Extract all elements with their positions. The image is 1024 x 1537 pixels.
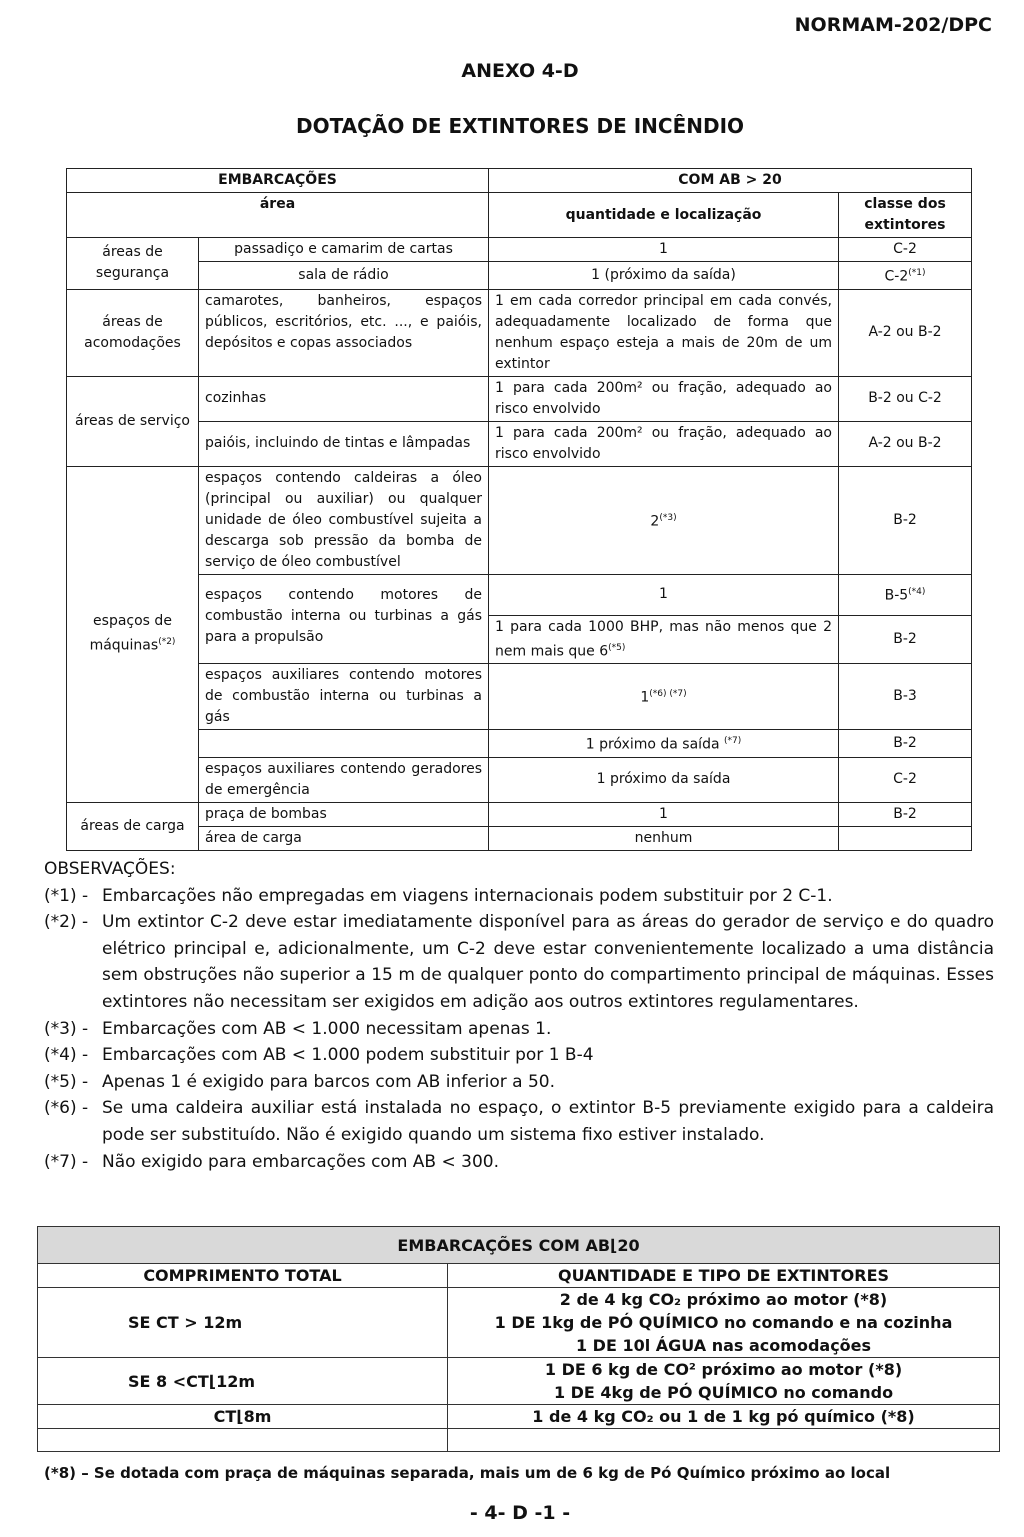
table-cell-location: espaços auxiliares contendo geradores de emergência [199, 757, 489, 802]
table-cell-empty [448, 1429, 1000, 1452]
extinguisher-line: 1 DE 1kg de PÓ QUÍMICO no comando e na cozinha [494, 1313, 953, 1332]
footnote-ref: (*2) [158, 637, 176, 648]
observation-text: Embarcações não empregadas em viagens internacionais podem substituir por 2 C-1. [102, 885, 833, 906]
quantity-value: 1 próximo da saída [585, 736, 720, 753]
page-title: DOTAÇÃO DE EXTINTORES DE INCÊNDIO [295, 114, 745, 138]
header-area: área [67, 193, 489, 238]
footnote-ref: (*7) [724, 736, 742, 747]
table-cell-class: B-2 [839, 802, 972, 826]
observation-text: Não exigido para embarcações com AB < 300. [102, 1151, 499, 1172]
observation-key: (*3) - [44, 1018, 89, 1039]
quantity-value: 2 [650, 513, 660, 530]
table-cell-location: espaços auxiliares contendo motores de combustão interna ou turbinas a gás [199, 664, 489, 730]
observation-item [44, 1149, 994, 1176]
table-cell-class: B-2 [839, 466, 972, 574]
table-cell-length: SE 8 <CT⌊12m [38, 1358, 448, 1405]
table-cell-class: C-2 [839, 238, 972, 262]
group-seguranca: áreas de segurança [67, 238, 199, 290]
table-cell-location: camarotes, banheiros, espaços públicos, escritórios, etc. ..., e paióis, depósitos e copas associados [199, 289, 489, 376]
table-cell-location: praça de bombas [199, 802, 489, 826]
footnote-ref: (*4) [908, 587, 926, 598]
observation-item [44, 1042, 994, 1069]
observation-item [44, 1016, 994, 1043]
table-cell-class [839, 826, 972, 850]
header-quantity: quantidade e localização [489, 193, 839, 238]
table-cell-quantity: 1 para cada 200m² ou fração, adequado ao risco envolvido [489, 376, 839, 421]
extinguisher-line: 1 DE 6 kg de CO² próximo ao motor (*8) [544, 1360, 903, 1379]
table2-title: EMBARCAÇÕES COM AB⌊20 [38, 1227, 1000, 1264]
observation-text: Embarcações com AB < 1.000 necessitam apenas 1. [102, 1018, 552, 1039]
observation-item [44, 909, 994, 1015]
table-cell-location: espaços contendo caldeiras a óleo (principal ou auxiliar) ou qualquer unidade de óleo combustível sujeita a descarga sob pressão da bomba de serviço de óleo combustível [199, 466, 489, 574]
class-value: B-5 [884, 587, 909, 604]
quantity-value: 1 [640, 690, 650, 707]
table-cell-location [199, 730, 489, 758]
table-cell-class [839, 574, 972, 615]
quantity-value: 1 para cada 1000 BHP, mas não menos que 2 nem mais que 6 [495, 618, 832, 660]
footnote-ref: (*3) [659, 512, 677, 523]
table-cell-location: passadiço e camarim de cartas [199, 238, 489, 262]
table-cell-class: A-2 ou B-2 [839, 289, 972, 376]
table-cell-empty [38, 1429, 448, 1452]
observation-item [44, 1095, 994, 1148]
table-cell-quantity: 1 [489, 238, 839, 262]
table-cell-location: sala de rádio [199, 262, 489, 290]
footnote-ref: (*5) [608, 642, 626, 653]
observation-key: (*7) - [44, 1151, 89, 1172]
footnote-8: (*8) – Se dotada com praça de máquinas separada, mais um de 6 kg de Pó Químico próximo ao local [44, 1464, 891, 1482]
table-cell-class: B-2 [839, 730, 972, 758]
table-cell-quantity [489, 615, 839, 664]
header-class: classe dos extintores [839, 193, 972, 238]
table-cell-length: CT⌊8m [38, 1405, 448, 1429]
observations-title: OBSERVAÇÕES: [44, 859, 176, 879]
table-cell-quantity: 1 próximo da saída [489, 757, 839, 802]
observation-text: Apenas 1 é exigido para barcos com AB inferior a 50. [102, 1071, 556, 1092]
extinguisher-line: 1 DE 4kg de PÓ QUÍMICO no comando [553, 1383, 894, 1402]
table-cell-class [839, 262, 972, 290]
observation-key: (*6) - [44, 1098, 89, 1119]
table-cell-class: B-3 [839, 664, 972, 730]
group-servico: áreas de serviço [67, 376, 199, 466]
page-number: - 4- D -1 - [469, 1502, 571, 1524]
table-cell-class: B-2 ou C-2 [839, 376, 972, 421]
table-cell-extinguishers: 1 de 4 kg CO₂ ou 1 de 1 kg pó químico (*8) [448, 1405, 1000, 1429]
table-cell-extinguishers [448, 1358, 1000, 1405]
table-cell-quantity: 1 para cada 200m² ou fração, adequado ao risco envolvido [489, 421, 839, 466]
table-cell-quantity: nenhum [489, 826, 839, 850]
observation-key: (*5) - [44, 1071, 89, 1092]
observation-text: Embarcações com AB < 1.000 podem substituir por 1 B-4 [102, 1045, 594, 1066]
group-acomodacoes: áreas de acomodações [67, 289, 199, 376]
header-quantity-type: QUANTIDADE E TIPO DE EXTINTORES [448, 1264, 1000, 1288]
group-maquinas [67, 466, 199, 802]
extinguisher-line: 2 de 4 kg CO₂ próximo ao motor (*8) [559, 1290, 888, 1309]
table-cell-quantity [489, 730, 839, 758]
table-cell-quantity: 1 [489, 802, 839, 826]
extinguisher-table-ab-under-20 [37, 1226, 1000, 1452]
extinguisher-table-ab-over-20 [66, 168, 972, 851]
header-ab: COM AB > 20 [489, 169, 972, 193]
observations [44, 856, 994, 1175]
header-vessels: EMBARCAÇÕES [67, 169, 489, 193]
table-cell-class: B-2 [839, 615, 972, 664]
table-cell-extinguishers [448, 1288, 1000, 1358]
observation-item [44, 1069, 994, 1096]
footnote-ref: (*6) (*7) [649, 689, 687, 700]
table-cell-location: espaços contendo motores de combustão interna ou turbinas a gás para a propulsão [199, 574, 489, 664]
observation-text: Um extintor C-2 deve estar imediatamente disponível para as áreas do gerador de serviço e do quadro elétrico principal e, adicionalmente, um C-2 deve estar convenientemente localizado a uma distância sem obstruções não superior a 15 m de qualquer ponto do compartimento principal de máquinas. Esses extintores não necessitam ser exigidos em adição aos outros extintores regulamentares. [102, 912, 994, 1012]
table-cell-class: C-2 [839, 757, 972, 802]
observation-key: (*4) - [44, 1045, 89, 1066]
observation-text: Se uma caldeira auxiliar está instalada no espaço, o extintor B-5 previamente exigido para a caldeira pode ser substituído. Não é exigido quando um sistema fixo estiver instalado. [102, 1098, 994, 1145]
table-cell-quantity [489, 664, 839, 730]
table-cell-quantity: 1 [489, 574, 839, 615]
document-code: NORMAM-202/DPC [794, 14, 992, 36]
extinguisher-line: 1 DE 10l ÁGUA nas acomodações [575, 1336, 872, 1355]
table-cell-quantity: 1 (próximo da saída) [489, 262, 839, 290]
class-value: C-2 [884, 268, 909, 285]
table-cell-length: SE CT > 12m [38, 1288, 448, 1358]
table-cell-location: paióis, incluindo de tintas e lâmpadas [199, 421, 489, 466]
table-cell-quantity [489, 466, 839, 574]
group-carga: áreas de carga [67, 802, 199, 850]
table-cell-location: cozinhas [199, 376, 489, 421]
observation-key: (*1) - [44, 885, 89, 906]
header-length: COMPRIMENTO TOTAL [38, 1264, 448, 1288]
observation-key: (*2) - [44, 912, 89, 933]
table-cell-class: A-2 ou B-2 [839, 421, 972, 466]
footnote-ref: (*1) [908, 268, 926, 278]
group-label: espaços de máquinas [89, 613, 172, 655]
annex-label: ANEXO 4-D [461, 60, 579, 82]
table-cell-quantity: 1 em cada corredor principal em cada convés, adequadamente localizado de forma que nenhum espaço esteja a mais de 20m de um extintor [489, 289, 839, 376]
observation-item [44, 883, 994, 910]
table-cell-location: área de carga [199, 826, 489, 850]
